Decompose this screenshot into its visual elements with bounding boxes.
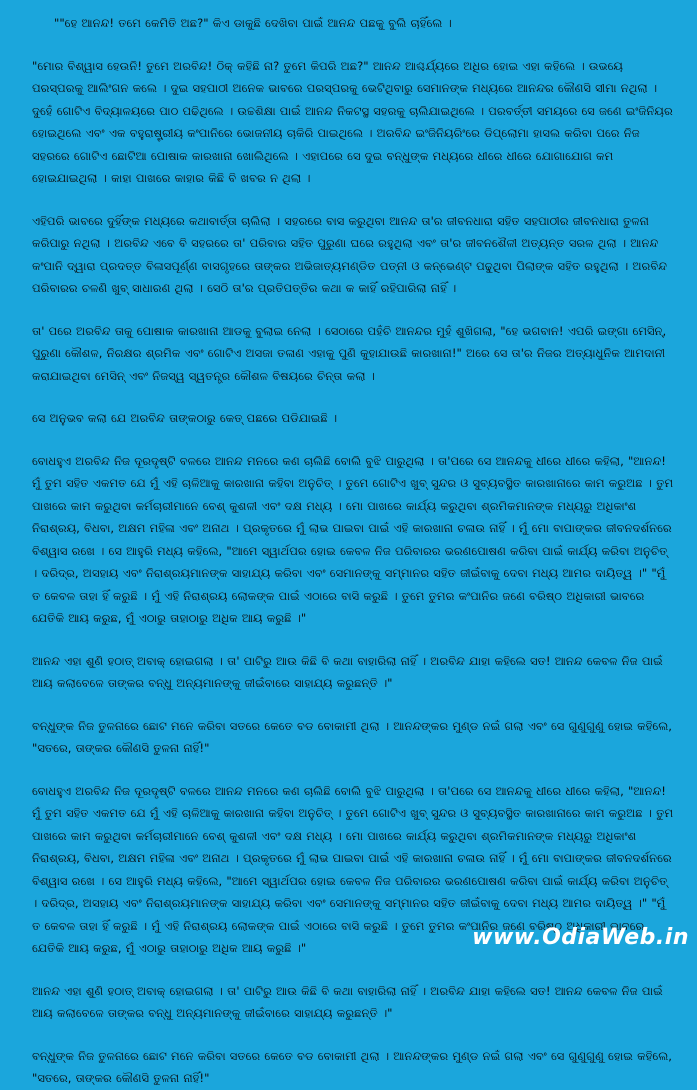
paragraph-11: ବନ୍ଧୁଙ୍କ ନିଜ ତୁଳନାରେ ଛୋଟ ମନେ କରିବା ସତରେ କେତେ ବଡ ବୋକାମୀ ଥିଲା । ଆନନ୍ଦଙ୍କର ମୁଣ୍ଡ ନଇଁ ଗଲା ଏବଂ ସେ ଗୁଣୁଗୁଣୁ ହୋଇ କହିଲେ, "ସତରେ, ତାଙ୍କର କୌଣସି ତୁଳନା ନାହିଁ!" [32, 1048, 672, 1085]
paragraph-6: ବୋଧହୁଏ ଅରବିନ୍ଦ ନିଜ ଦୂରଦୃଷ୍ଟି ବଳରେ ଆନନ୍ଦ ମନରେ କଣ ଚାଲିଛି ବୋଲି ବୁଝି ପାରୁଥିଲା । ତା'ପରେ ସେ ଆନନ୍ଦକୁ ଧୀରେ ଧୀରେ କହିଲା, "ଆନନ୍ଦ! ମୁଁ ତୁମ ସହିତ ଏକମତ ଯେ ମୁଁ ଏହି ଚାଳିଆକୁ କାରଖାନା କହିବା ଅନୁଚିତ୍ । ତୁମେ ଗୋଟିଏ ଖୁବ୍ ସୁନ୍ଦର ଓ ସୁବ୍ୟବସ୍ଥିତ କାରଖାନାରେ କାମ କରୁଅଛ । ତୁମ ପାଖରେ କାମ କରୁଥିବା କର୍ମଚାରୀମାନେ ବେଶ୍ କୁଶଳୀ ଏବଂ ଦକ୍ଷ ମଧ୍ୟ । ମୋ ପାଖରେ କାର୍ଯ୍ୟ କରୁଥିବା ଶ୍ରମିକମାନଙ୍କ ମଧ୍ୟରୁ ଅଧିକାଂଶ ନିରାଶ୍ରୟ, ବିଧବା, ଅକ୍ଷମ ମହିଳା ଏବଂ ଅନାଥ । ପ୍ରକୃତରେ ମୁଁ ଲାଭ ପାଇବା ପାଇଁ ଏହି କାରଖାନା ଚଳାଉ ନାହିଁ । ମୁଁ ମୋ ବାପାଙ୍କର ଜୀବନଦର୍ଶନରେ ବିଶ୍ୱାସ ରଖେ । ସେ ଆହୁରି ମଧ୍ୟ କହିଲେ, "ଆମେ ସ୍ୱାର୍ଥପର ହୋଇ କେବଳ ନିଜ ପରିବାରର ଭରଣପୋଷଣ କରିବା ପାଇଁ କାର୍ଯ୍ୟ କରିବା ଅନୁଚିତ୍ । ଦରିଦ୍ର, ଅସହାୟ ଏବଂ ନିରାଶ୍ରୟମାନଙ୍କ ସାହାଯ୍ୟ କରିବା ଏବଂ ସେମାନଙ୍କୁ ସମ୍ମାନର ସହିତ ଜୀଇଁବାକୁ ଦେବା ମଧ୍ୟ ଆମର ଦାୟିତ୍ୱ ।" "ମୁଁ ତ କେବଳ ତାହା ହିଁ କରୁଛି । ମୁଁ ଏହି ନିରାଶ୍ରୟ ଲୋକଙ୍କ ପାଇଁ ଏଠାରେ ବାସି କରୁଛି । ତୁମେ ତୁମର କଂପାନିର ଜଣେ ବରିଷ୍ଠ ଅଧିକାରୀ ଭାବରେ ଯେତିକି ଆୟ କରୁଛ, ମୁଁ ଏଠାରୁ ତାହାଠାରୁ ଅଧିକ ଆୟ କରୁଛି ।" [32, 453, 674, 625]
paragraph-7: ଆନନ୍ଦ ଏହା ଶୁଣି ହଠାତ୍ ଅବାକ୍ ହୋଇଗଲା । ତା' ପାଟିରୁ ଆଉ କିଛି ବି କଥା ବାହାରିଲା ନାହିଁ । ଅରବିନ୍ଦ ଯାହା କହିଲେ ସତ! ଆନନ୍ଦ କେବଳ ନିଜ ପାଇଁ ଆୟ କଲାବେଳେ ତାଙ୍କର ବନ୍ଧୁ ଅନ୍ୟମାନଙ୍କୁ ଜୀଇଁବାରେ ସାହାଯ୍ୟ କରୁଛନ୍ତି ।" [32, 653, 663, 690]
paragraph-9: ବୋଧହୁଏ ଅରବିନ୍ଦ ନିଜ ଦୂରଦୃଷ୍ଟି ବଳରେ ଆନନ୍ଦ ମନରେ କଣ ଚାଲିଛି ବୋଲି ବୁଝି ପାରୁଥିଲା । ତା'ପରେ ସେ ଆନନ୍ଦକୁ ଧୀରେ ଧୀରେ କହିଲା, "ଆନନ୍ଦ! ମୁଁ ତୁମ ସହିତ ଏକମତ ଯେ ମୁଁ ଏହି ଚାଳିଆକୁ କାରଖାନା କହିବା ଅନୁଚିତ୍ । ତୁମେ ଗୋଟିଏ ଖୁବ୍ ସୁନ୍ଦର ଓ ସୁବ୍ୟବସ୍ଥିତ କାରଖାନାରେ କାମ କରୁଅଛ । ତୁମ ପାଖରେ କାମ କରୁଥିବା କର୍ମଚାରୀମାନେ ବେଶ୍ କୁଶଳୀ ଏବଂ ଦକ୍ଷ ମଧ୍ୟ । ମୋ ପାଖରେ କାର୍ଯ୍ୟ କରୁଥିବା ଶ୍ରମିକମାନଙ୍କ ମଧ୍ୟରୁ ଅଧିକାଂଶ ନିରାଶ୍ରୟ, ବିଧବା, ଅକ୍ଷମ ମହିଳା ଏବଂ ଅନାଥ । ପ୍ରକୃତରେ ମୁଁ ଲାଭ ପାଇବା ପାଇଁ ଏହି କାରଖାନା ଚଳାଉ ନାହିଁ । ମୁଁ ମୋ ବାପାଙ୍କର ଜୀବନଦର୍ଶନରେ ବିଶ୍ୱାସ ରଖେ । ସେ ଆହୁରି ମଧ୍ୟ କହିଲେ, "ଆମେ ସ୍ୱାର୍ଥପର ହୋଇ କେବଳ ନିଜ ପରିବାରର ଭରଣପୋଷଣ କରିବା ପାଇଁ କାର୍ଯ୍ୟ କରିବା ଅନୁଚିତ୍ । ଦରିଦ୍ର, ଅସହାୟ ଏବଂ ନିରାଶ୍ରୟମାନଙ୍କ ସାହାଯ୍ୟ କରିବା ଏବଂ ସେମାନଙ୍କୁ ସମ୍ମାନର ସହିତ ଜୀଇଁବାକୁ ଦେବା ମଧ୍ୟ ଆମର ଦାୟିତ୍ୱ ।" "ମୁଁ ତ କେବଳ ତାହା ହିଁ କରୁଛି । ମୁଁ ଏହି ନିରାଶ୍ରୟ ଲୋକଙ୍କ ପାଇଁ ଏଠାରେ ବାସି କରୁଛି । ତୁମେ ତୁମର କଂପାନିର ଜଣେ ବରିଷ୍ଠ ଅଧିକାରୀ ଭାବରେ ଯେତିକି ଆୟ କରୁଛ, ମୁଁ ଏଠାରୁ ତାହାଠାରୁ ଅଧିକ ଆୟ କରୁଛି ।" [32, 783, 674, 955]
paragraph-8: ବନ୍ଧୁଙ୍କ ନିଜ ତୁଳନାରେ ଛୋଟ ମନେ କରିବା ସତରେ କେତେ ବଡ ବୋକାମୀ ଥିଲା । ଆନନ୍ଦଙ୍କର ମୁଣ୍ଡ ନଇଁ ଗଲା ଏବଂ ସେ ଗୁଣୁଗୁଣୁ ହୋଇ କହିଲେ, "ସତରେ, ତାଙ୍କର କୌଣସି ତୁଳନା ନାହିଁ!" [32, 718, 672, 755]
paragraph-1: ""ହେ ଆନନ୍ଦ! ତମେ କେମିତି ଅଛ?" କିଏ ଡାକୁଛି ଦେଖିବା ପାଇଁ ଆନନ୍ଦ ପଛକୁ ବୁଲି ଚାହିଁଲେ । [54, 16, 452, 30]
paragraph-3: ଏହିପରି ଭାବରେ ଦୁହିଁଙ୍କ ମଧ୍ୟରେ କଥାବାର୍ତ୍ତା ଚାଲିଲା । ସହରରେ ବାସ କରୁଥିବା ଆନନ୍ଦ ତା'ର ଜୀବନଧାରା ସହିତ ସହପାଠୀର ଜୀବନଧାରା ତୁଳନା କରିପାରୁ ନଥିଲା । ଅରବିନ୍ଦ ଏବେ ବି ସହରରେ ତା' ପରିବାର ସହିତ ପୁରୁଣା ଘରେ ରହୁଥିଲା ଏବଂ ତା'ର ଜୀବନଶୈଳୀ ଅତ୍ୟନ୍ତ ସରଳ ଥିଲା । ଆନନ୍ଦ କଂପାନି ଦ୍ୱାରା ପ୍ରଦତ୍ତ ବିଳାସପୂର୍ଣ୍ଣ ବାସଗୃହରେ ତାଙ୍କର ଅଭିଜାତ୍ୟମଣ୍ଡିତ ପତ୍ନୀ ଓ କନ୍ଭେଣ୍ଟ ପଢୁଥିବା ପିଲାଙ୍କ ସହିତ ରହୁଥିଲା । ଅରବିନ୍ଦ ପରିବାରର ଚଳଣି ଖୁବ୍ ସାଧାରଣ ଥିଲା । ସେଠି ତା'ର ପ୍ରତିପତ୍ତିର କଥା କ କାହିଁ ରହିପାରିଲା ନାହିଁ । [32, 213, 667, 295]
paragraph-4: ତା' ପରେ ଅରବିନ୍ଦ ତାକୁ ପୋଷାକ କାରଖାନା ଆଡକୁ ବୁଲାଇ ନେଲା । ସେଠାରେ ପହଁଚି ଆନନ୍ଦର ମୁହଁ ଶୁଖିଗଲା, "ହେ ଭଗବାନ! ଏପରି ଇଙ୍ଗା ମେସିନ୍, ପୁରୁଣା କୌଶଳ, ନିରକ୍ଷର ଶ୍ରମିକ ଏବଂ ଗୋଟିଏ ଅସଜା ତଳାଣ ଏହାକୁ ପୁଣି କୁହାଯାଉଛି କାରଖାନା!" ଅରେ ସେ ତା'ର ନିଜର ଅତ୍ୟାଧୁନିକ ଆମଦାନୀ କରାଯାଇଥିବା ମେସିନ୍ ଏବଂ ନିଜସ୍ୱ ସ୍ୱତନ୍ତ୍ର କୌଶଳ ବିଷୟରେ ଚିନ୍ତା କଲା । [32, 323, 667, 383]
paragraph-10: ଆନନ୍ଦ ଏହା ଶୁଣି ହଠାତ୍ ଅବାକ୍ ହୋଇଗଲା । ତା' ପାଟିରୁ ଆଉ କିଛି ବି କଥା ବାହାରିଲା ନାହିଁ । ଅରବିନ୍ଦ ଯାହା କହିଲେ ସତ! ଆନନ୍ଦ କେବଳ ନିଜ ପାଇଁ ଆୟ କଲାବେଳେ ତାଙ୍କର ବନ୍ଧୁ ଅନ୍ୟମାନଙ୍କୁ ଜୀଇଁବାରେ ସାହାଯ୍ୟ କରୁଛନ୍ତି ।" [32, 983, 663, 1020]
paragraph-5: ସେ ଅନୁଭବ କଲା ଯେ ଅରବିନ୍ଦ ତାଙ୍କଠାରୁ କେତ୍ ପଛରେ ପଡିଯାଇଛି । [32, 411, 338, 425]
site-watermark: www.OdiaWeb.in [472, 925, 689, 950]
paragraph-2: "ମୋର ବିଶ୍ୱାସ ହେଉନି! ତୁମେ ଅରବିନ୍ଦ! ଠିକ୍ କହିଛି ନା? ତୁମେ କିପରି ଅଛ?" ଆନନ୍ଦ ଆଶ୍ଚର୍ଯ୍ୟରେ ଅଧିର ହୋଇ ଏହା କହିଲେ । ଉଭୟେ ପରସ୍ପରକୁ ଆଲିଂଗନ କଲେ । ଦୁଇ ସହପାଠୀ ଅନେକ ଭାବରେ ପରସ୍ପରକୁ ଭେଟିଥିବାରୁ ସେମାନଙ୍କ ମଧ୍ୟରେ ଆନନ୍ଦର କୌଣସି ସୀମା ନଥିଲା । ଦୁହେଁ ଗୋଟିଏ ବିଦ୍ୟାଳୟରେ ପାଠ ପଢିଥିଲେ । ଉଚ୍ଚଶିକ୍ଷା ପାଇଁ ଆନନ୍ଦ ନିକଟସ୍ଥ ସହରକୁ ଚାଲିଯାଇଥିଲେ । ପରବର୍ତ୍ତୀ ସମୟରେ ସେ ଜଣେ ଇଂଜିନିୟର ହୋଇଥିଲେ ଏବଂ ଏକ ବହୁରାଷ୍ଟ୍ରୀୟ କଂପାନିରେ ଭୋଜନୀୟ ଚାକିରି ପାଇଥିଲେ । ଅରବିନ୍ଦ ଇଂଜିନିୟରିଂରେ ଡିପ୍ଲୋମା ହାସଲ କରିବା ପରେ ନିଜ ସହରରେ ଗୋଟିଏ ଛୋଟିଆ ପୋଷାକ କାରଖାନା ଖୋଲିଥିଲେ । ଏହାପରେ ସେ ଦୁଇ ବନ୍ଧୁଙ୍କ ମଧ୍ୟରେ ଧୀରେ ଧୀରେ ଯୋଗାଯୋଗ କମ ହୋଇଯାଇଥିଲା । କାହା ପାଖରେ କାହାର କିଛି ବି ଖବର ନ ଥିଲା । [32, 58, 673, 185]
